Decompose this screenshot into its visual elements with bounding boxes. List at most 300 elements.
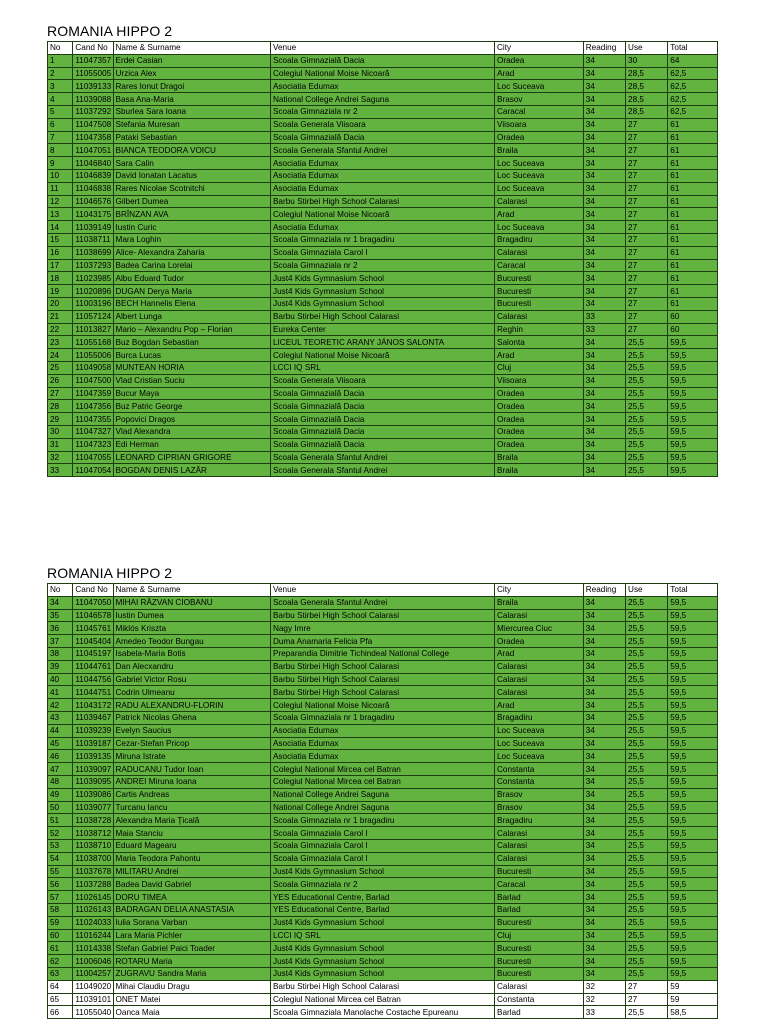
cell-no: 52 — [48, 827, 73, 840]
cell-no: 23 — [48, 336, 73, 349]
cell-cand-no: 11047357 — [73, 54, 113, 67]
table-row — [48, 955, 718, 968]
column-header-name: Name & Surname — [113, 584, 270, 597]
cell-name: Mihai Claudiu Dragu — [113, 980, 270, 993]
cell-city: Bucuresti — [495, 272, 584, 285]
cell-reading: 34 — [583, 955, 625, 968]
cell-reading: 34 — [583, 413, 625, 426]
cell-total: 58,5 — [668, 1006, 718, 1019]
cell-reading: 34 — [583, 814, 625, 827]
cell-venue: Asociatia Edumax — [270, 221, 494, 234]
cell-cand-no: 11039077 — [73, 801, 113, 814]
cell-reading: 34 — [583, 827, 625, 840]
cell-city: Arad — [495, 699, 584, 712]
cell-no: 13 — [48, 208, 73, 221]
cell-total: 59,5 — [668, 387, 718, 400]
cell-use: 25,5 — [626, 711, 668, 724]
column-header-total: Total — [668, 42, 718, 55]
cell-reading: 34 — [583, 673, 625, 686]
table-row — [48, 801, 718, 814]
cell-use: 25,5 — [626, 673, 668, 686]
cell-no: 18 — [48, 272, 73, 285]
cell-name: Lara Maria Pichler — [113, 929, 270, 942]
cell-name: Sburlea Sara Ioana — [113, 105, 270, 118]
cell-reading: 34 — [583, 878, 625, 891]
cell-no: 60 — [48, 929, 73, 942]
cell-venue: Scoala Gimnazială Dacia — [270, 425, 494, 438]
cell-cand-no: 11039086 — [73, 788, 113, 801]
cell-no: 51 — [48, 814, 73, 827]
cell-name: Maia Stanciu — [113, 827, 270, 840]
table-row — [48, 711, 718, 724]
cell-city: Loc Suceava — [495, 80, 584, 93]
table-row — [48, 208, 718, 221]
cell-total: 59,5 — [668, 750, 718, 763]
cell-cand-no: 11038712 — [73, 827, 113, 840]
cell-use: 25,5 — [626, 955, 668, 968]
cell-reading: 34 — [583, 144, 625, 157]
cell-city: Loc Suceava — [495, 157, 584, 170]
cell-use: 27 — [626, 182, 668, 195]
cell-use: 25,5 — [626, 852, 668, 865]
cell-cand-no: 11038711 — [73, 233, 113, 246]
cell-reading: 34 — [583, 967, 625, 980]
cell-reading: 34 — [583, 839, 625, 852]
cell-cand-no: 11045761 — [73, 622, 113, 635]
table-row — [48, 169, 718, 182]
cell-city: Loc Suceava — [495, 182, 584, 195]
cell-city: Calarasi — [495, 673, 584, 686]
cell-reading: 34 — [583, 400, 625, 413]
cell-cand-no: 11049020 — [73, 980, 113, 993]
cell-total: 59,5 — [668, 622, 718, 635]
table-row — [48, 387, 718, 400]
table-row — [48, 413, 718, 426]
cell-use: 25,5 — [626, 801, 668, 814]
cell-cand-no: 11039097 — [73, 763, 113, 776]
cell-cand-no: 11038700 — [73, 852, 113, 865]
table-row — [48, 54, 718, 67]
cell-total: 61 — [668, 246, 718, 259]
cell-cand-no: 11047508 — [73, 118, 113, 131]
cell-venue: Just4 Kids Gymnasium School — [270, 967, 494, 980]
table-row — [48, 852, 718, 865]
cell-city: Loc Suceava — [495, 221, 584, 234]
results-table — [47, 41, 718, 477]
table-row — [48, 118, 718, 131]
cell-cand-no: 11037293 — [73, 259, 113, 272]
cell-use: 25,5 — [626, 750, 668, 763]
cell-no: 46 — [48, 750, 73, 763]
cell-name: Stefan Gabriel Paici Toader — [113, 942, 270, 955]
cell-reading: 34 — [583, 118, 625, 131]
cell-name: Codrin Ulmeanu — [113, 686, 270, 699]
cell-use: 25,5 — [626, 699, 668, 712]
cell-cand-no: 11049058 — [73, 361, 113, 374]
cell-name: Basa Ana-Maria — [113, 93, 270, 106]
cell-no: 42 — [48, 699, 73, 712]
cell-total: 59,5 — [668, 801, 718, 814]
cell-use: 25,5 — [626, 464, 668, 477]
cell-no: 20 — [48, 297, 73, 310]
cell-name: Evelyn Saucius — [113, 724, 270, 737]
cell-cand-no: 11039187 — [73, 737, 113, 750]
table-row — [48, 750, 718, 763]
cell-cand-no: 11038699 — [73, 246, 113, 259]
cell-reading: 34 — [583, 711, 625, 724]
cell-no: 62 — [48, 955, 73, 968]
column-header-venue: Venue — [270, 42, 494, 55]
cell-reading: 34 — [583, 131, 625, 144]
cell-total: 59,5 — [668, 699, 718, 712]
cell-reading: 34 — [583, 609, 625, 622]
cell-cand-no: 11046576 — [73, 195, 113, 208]
table-header-row — [48, 584, 718, 597]
cell-reading: 33 — [583, 1006, 625, 1019]
cell-reading: 34 — [583, 208, 625, 221]
cell-reading: 34 — [583, 929, 625, 942]
cell-city: Constanta — [495, 993, 584, 1006]
cell-cand-no: 11039467 — [73, 711, 113, 724]
cell-name: Iustin Dumea — [113, 609, 270, 622]
table-row — [48, 182, 718, 195]
cell-use: 25,5 — [626, 903, 668, 916]
cell-cand-no: 11037678 — [73, 865, 113, 878]
cell-city: Reghin — [495, 323, 584, 336]
cell-venue: Barbu Stirbei High School Calarasi — [270, 195, 494, 208]
cell-city: Barlad — [495, 1006, 584, 1019]
cell-city: Arad — [495, 67, 584, 80]
cell-cand-no: 11044751 — [73, 686, 113, 699]
cell-reading: 34 — [583, 865, 625, 878]
cell-name: Urzica Alex — [113, 67, 270, 80]
cell-total: 59,5 — [668, 635, 718, 648]
cell-use: 27 — [626, 221, 668, 234]
cell-city: Viisoara — [495, 118, 584, 131]
cell-city: Arad — [495, 647, 584, 660]
cell-cand-no: 11055006 — [73, 349, 113, 362]
cell-total: 59,5 — [668, 711, 718, 724]
cell-use: 25,5 — [626, 425, 668, 438]
cell-no: 34 — [48, 596, 73, 609]
cell-total: 59,5 — [668, 673, 718, 686]
page-title: ROMANIA HIPPO 2 — [47, 23, 173, 39]
cell-cand-no: 11047356 — [73, 400, 113, 413]
cell-no: 9 — [48, 157, 73, 170]
table-row — [48, 310, 718, 323]
cell-name: BADRAGAN DELIA ANASTASIA — [113, 903, 270, 916]
cell-use: 25,5 — [626, 660, 668, 673]
cell-total: 59,5 — [668, 763, 718, 776]
cell-no: 57 — [48, 891, 73, 904]
table-row — [48, 622, 718, 635]
cell-no: 24 — [48, 349, 73, 362]
cell-use: 25,5 — [626, 609, 668, 622]
cell-no: 17 — [48, 259, 73, 272]
cell-city: Arad — [495, 349, 584, 362]
cell-total: 62,5 — [668, 80, 718, 93]
cell-no: 54 — [48, 852, 73, 865]
cell-venue: Scoala Gimnaziala nr 1 bragadiru — [270, 814, 494, 827]
cell-venue: Asociatia Edumax — [270, 80, 494, 93]
cell-cand-no: 11046839 — [73, 169, 113, 182]
cell-name: MIHAI RĂZVAN CIOBANU — [113, 596, 270, 609]
cell-name: Rares Ionut Dragoi — [113, 80, 270, 93]
cell-city: Loc Suceava — [495, 169, 584, 182]
table-row — [48, 400, 718, 413]
table-row — [48, 67, 718, 80]
column-header-use: Use — [626, 42, 668, 55]
column-header-city: City — [495, 42, 584, 55]
cell-cand-no: 11023985 — [73, 272, 113, 285]
cell-cand-no: 11045404 — [73, 635, 113, 648]
cell-name: Vlad Alexandra — [113, 425, 270, 438]
cell-total: 61 — [668, 157, 718, 170]
cell-no: 55 — [48, 865, 73, 878]
cell-venue: LICEUL TEORETIC ARANY JÁNOS SALONTA — [270, 336, 494, 349]
column-header-name: Name & Surname — [113, 42, 270, 55]
cell-cand-no: 11038710 — [73, 839, 113, 852]
cell-total: 59,5 — [668, 596, 718, 609]
cell-use: 25,5 — [626, 878, 668, 891]
table-row — [48, 374, 718, 387]
cell-venue: Asociatia Edumax — [270, 737, 494, 750]
column-header-cand-no: Cand No — [73, 42, 113, 55]
cell-city: Arad — [495, 208, 584, 221]
cell-reading: 34 — [583, 349, 625, 362]
cell-cand-no: 11038728 — [73, 814, 113, 827]
cell-reading: 34 — [583, 93, 625, 106]
cell-venue: Scoala Generala Sfantul Andrei — [270, 451, 494, 464]
cell-name: MILITARU Andrei — [113, 865, 270, 878]
cell-cand-no: 11039149 — [73, 221, 113, 234]
cell-no: 59 — [48, 916, 73, 929]
cell-no: 66 — [48, 1006, 73, 1019]
cell-reading: 34 — [583, 451, 625, 464]
cell-use: 27 — [626, 195, 668, 208]
cell-reading: 34 — [583, 635, 625, 648]
cell-total: 59,5 — [668, 609, 718, 622]
cell-reading: 34 — [583, 285, 625, 298]
table-row — [48, 285, 718, 298]
cell-no: 49 — [48, 788, 73, 801]
cell-city: Constanta — [495, 763, 584, 776]
cell-total: 59,5 — [668, 775, 718, 788]
cell-no: 32 — [48, 451, 73, 464]
cell-name: Rares Nicolae Scotnitchi — [113, 182, 270, 195]
cell-city: Bucuresti — [495, 955, 584, 968]
cell-total: 61 — [668, 297, 718, 310]
table-row — [48, 233, 718, 246]
cell-venue: Asociatia Edumax — [270, 182, 494, 195]
column-header-reading: Reading — [583, 584, 625, 597]
cell-use: 25,5 — [626, 1006, 668, 1019]
cell-total: 59,5 — [668, 349, 718, 362]
table-row — [48, 336, 718, 349]
table-row — [48, 763, 718, 776]
cell-name: ROTARU Maria — [113, 955, 270, 968]
cell-reading: 34 — [583, 891, 625, 904]
results-page-2 — [47, 563, 718, 1019]
cell-no: 3 — [48, 80, 73, 93]
cell-use: 25,5 — [626, 686, 668, 699]
cell-venue: Asociatia Edumax — [270, 157, 494, 170]
cell-no: 61 — [48, 942, 73, 955]
cell-reading: 34 — [583, 942, 625, 955]
cell-no: 63 — [48, 967, 73, 980]
cell-no: 56 — [48, 878, 73, 891]
cell-reading: 33 — [583, 310, 625, 323]
cell-venue: Barbu Stirbei High School Calarasi — [270, 980, 494, 993]
cell-venue: Scoala Gimnaziala nr 2 — [270, 878, 494, 891]
cell-reading: 34 — [583, 916, 625, 929]
cell-reading: 34 — [583, 54, 625, 67]
cell-reading: 34 — [583, 195, 625, 208]
cell-city: Bragadiru — [495, 814, 584, 827]
table-row — [48, 878, 718, 891]
cell-total: 61 — [668, 259, 718, 272]
cell-reading: 34 — [583, 157, 625, 170]
cell-cand-no: 11026143 — [73, 903, 113, 916]
cell-city: Calarasi — [495, 827, 584, 840]
cell-total: 59,5 — [668, 903, 718, 916]
table-row — [48, 425, 718, 438]
cell-no: 58 — [48, 903, 73, 916]
table-row — [48, 131, 718, 144]
table-row — [48, 891, 718, 904]
column-header-venue: Venue — [270, 584, 494, 597]
table-row — [48, 635, 718, 648]
cell-name: Albert Lunga — [113, 310, 270, 323]
cell-city: Loc Suceava — [495, 724, 584, 737]
cell-venue: Colegiul National Mircea cel Batran — [270, 993, 494, 1006]
cell-venue: Colegiul National Moise Nicoară — [270, 208, 494, 221]
cell-cand-no: 11047050 — [73, 596, 113, 609]
cell-venue: Scoala Gimnaziala nr 2 — [270, 259, 494, 272]
cell-name: Miruna Istrate — [113, 750, 270, 763]
cell-total: 61 — [668, 195, 718, 208]
table-row — [48, 814, 718, 827]
cell-total: 60 — [668, 323, 718, 336]
cell-city: Bragadiru — [495, 233, 584, 246]
cell-no: 11 — [48, 182, 73, 195]
cell-name: Edi Herman — [113, 438, 270, 451]
cell-use: 27 — [626, 169, 668, 182]
cell-total: 59,5 — [668, 400, 718, 413]
cell-use: 25,5 — [626, 647, 668, 660]
table-row — [48, 297, 718, 310]
cell-total: 59,5 — [668, 724, 718, 737]
cell-name: Badea Carina Lorelai — [113, 259, 270, 272]
column-header-no: No — [48, 42, 73, 55]
cell-city: Oradea — [495, 413, 584, 426]
cell-total: 59,5 — [668, 865, 718, 878]
cell-city: Braila — [495, 144, 584, 157]
cell-name: Cezar-Stefan Pricop — [113, 737, 270, 750]
cell-name: Erdei Casian — [113, 54, 270, 67]
cell-reading: 34 — [583, 272, 625, 285]
cell-city: Barlad — [495, 891, 584, 904]
cell-name: Maria Teodora Pahontu — [113, 852, 270, 865]
cell-no: 2 — [48, 67, 73, 80]
cell-cand-no: 11026145 — [73, 891, 113, 904]
cell-reading: 34 — [583, 425, 625, 438]
cell-venue: Barbu Stirbei High School Calarasi — [270, 660, 494, 673]
cell-city: Braila — [495, 596, 584, 609]
cell-use: 27 — [626, 323, 668, 336]
cell-no: 27 — [48, 387, 73, 400]
cell-total: 59,5 — [668, 955, 718, 968]
table-row — [48, 80, 718, 93]
cell-venue: YES Educational Centre, Barlad — [270, 903, 494, 916]
cell-city: Calarasi — [495, 660, 584, 673]
cell-total: 60 — [668, 310, 718, 323]
table-row — [48, 144, 718, 157]
cell-reading: 34 — [583, 374, 625, 387]
cell-venue: National College Andrei Saguna — [270, 801, 494, 814]
table-row — [48, 647, 718, 660]
cell-cand-no: 11055005 — [73, 67, 113, 80]
cell-total: 64 — [668, 54, 718, 67]
table-row — [48, 916, 718, 929]
cell-reading: 34 — [583, 775, 625, 788]
cell-city: Salonta — [495, 336, 584, 349]
cell-no: 16 — [48, 246, 73, 259]
cell-use: 25,5 — [626, 737, 668, 750]
cell-no: 35 — [48, 609, 73, 622]
cell-total: 61 — [668, 285, 718, 298]
cell-name: Badea David Gabriel — [113, 878, 270, 891]
cell-cand-no: 11037292 — [73, 105, 113, 118]
cell-reading: 34 — [583, 438, 625, 451]
cell-name: DUGAN Derya Maria — [113, 285, 270, 298]
cell-venue: Colegiul National Mircea cel Batran — [270, 763, 494, 776]
cell-name: Turcanu Iancu — [113, 801, 270, 814]
cell-reading: 34 — [583, 169, 625, 182]
cell-use: 25,5 — [626, 387, 668, 400]
cell-no: 22 — [48, 323, 73, 336]
cell-total: 59,5 — [668, 852, 718, 865]
page-title: ROMANIA HIPPO 2 — [47, 565, 173, 581]
cell-city: Calarasi — [495, 980, 584, 993]
cell-venue: Scoala Gimnaziala Carol I — [270, 827, 494, 840]
cell-name: Miklós Kriszta — [113, 622, 270, 635]
cell-no: 31 — [48, 438, 73, 451]
table-row — [48, 993, 718, 1006]
cell-use: 27 — [626, 297, 668, 310]
table-row — [48, 323, 718, 336]
table-row — [48, 942, 718, 955]
cell-use: 25,5 — [626, 827, 668, 840]
cell-no: 41 — [48, 686, 73, 699]
cell-cand-no: 11006046 — [73, 955, 113, 968]
cell-city: Oradea — [495, 438, 584, 451]
cell-reading: 34 — [583, 660, 625, 673]
cell-venue: Preparandia Dimitrie Tichindeal National College — [270, 647, 494, 660]
table-row — [48, 105, 718, 118]
cell-venue: Nagy Imre — [270, 622, 494, 635]
cell-name: Gilbert Dumea — [113, 195, 270, 208]
cell-venue: Duma Anamaria Felicia Pfa — [270, 635, 494, 648]
cell-no: 28 — [48, 400, 73, 413]
cell-no: 1 — [48, 54, 73, 67]
cell-city: Calarasi — [495, 195, 584, 208]
cell-name: MUNTEAN HORIA — [113, 361, 270, 374]
cell-cand-no: 11047355 — [73, 413, 113, 426]
cell-total: 59,5 — [668, 827, 718, 840]
cell-use: 27 — [626, 980, 668, 993]
cell-city: Loc Suceava — [495, 750, 584, 763]
